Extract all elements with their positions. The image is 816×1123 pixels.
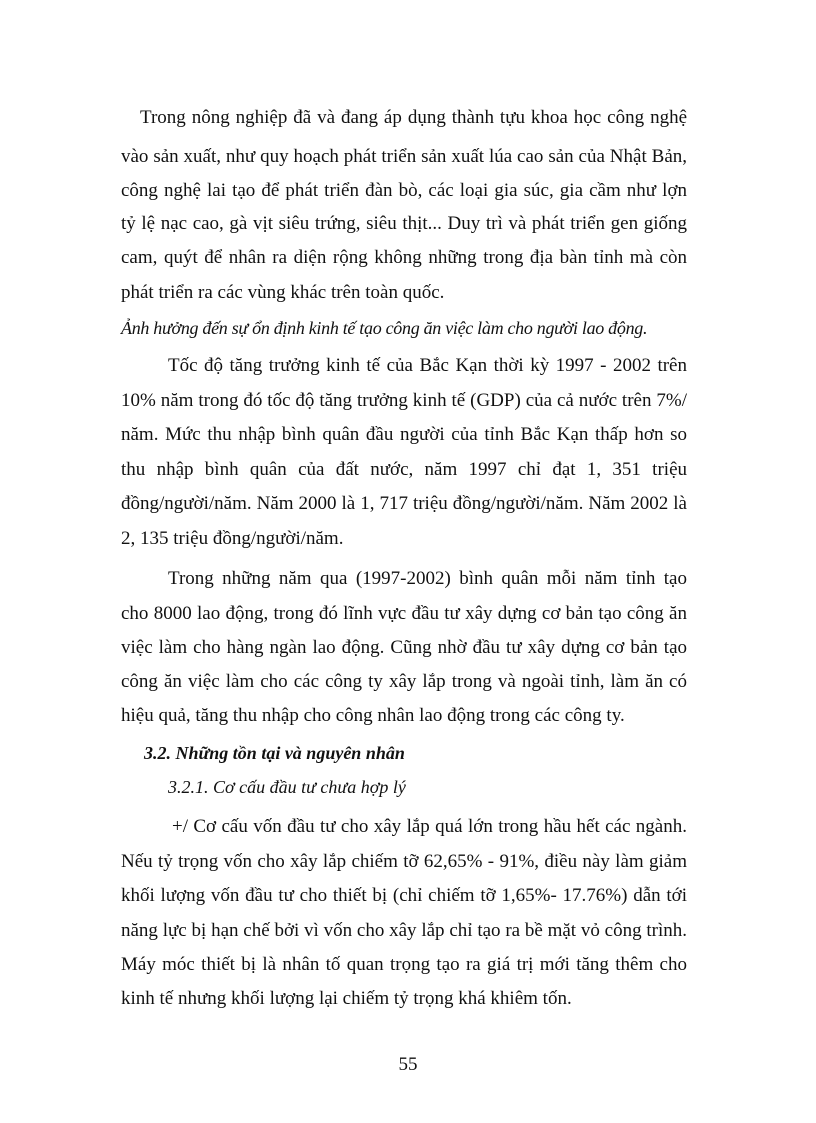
text-line: phát triển ra các vùng khác trên toàn quốc. bbox=[121, 282, 445, 303]
text-line: thu nhập bình quân của đất nước, năm 1997 chỉ đạt 1, 351 triệu bbox=[121, 459, 687, 480]
text-line: 10% năm trong đó tốc độ tăng trưởng kinh tế (GDP) của cả nước trên 7%/ bbox=[121, 390, 687, 411]
text-line: Tốc độ tăng trưởng kinh tế của Bắc Kạn thời kỳ 1997 - 2002 trên bbox=[168, 355, 687, 376]
text-line: vào sản xuất, như quy hoạch phát triển sản xuất lúa cao sản của Nhật Bản, bbox=[121, 146, 687, 167]
text-line: công ăn việc làm cho các công ty xây lắp trong và ngoài tỉnh, làm ăn có bbox=[121, 671, 687, 692]
text-line: việc làm cho hàng ngàn lao động. Cũng nhờ đầu tư xây dựng cơ bản tạo bbox=[121, 637, 687, 658]
italic-heading: Ảnh hưởng đến sự ổn định kinh tế tạo công ăn việc làm cho người lao động. bbox=[121, 318, 648, 338]
text-line: Trong nông nghiệp đã và đang áp dụng thành tựu khoa học công nghệ bbox=[140, 107, 687, 128]
text-line: 2, 135 triệu đồng/người/năm. bbox=[121, 528, 344, 549]
text-line: Trong những năm qua (1997-2002) bình quân mỗi năm tỉnh tạo bbox=[168, 568, 687, 589]
subsection-heading: 3.2.1. Cơ cấu đầu tư chưa hợp lý bbox=[168, 777, 406, 797]
section-heading: 3.2. Những tồn tại và nguyên nhân bbox=[144, 743, 405, 763]
text-line: khối lượng vốn đầu tư cho thiết bị (chỉ chiếm tỡ 1,65%- 17.76%) dẫn tới bbox=[121, 885, 687, 906]
text-line: công nghệ lai tạo để phát triển đàn bò, các loại gia súc, gia cầm như lợn bbox=[121, 180, 687, 201]
text-line: cho 8000 lao động, trong đó lĩnh vực đầu tư xây dựng cơ bản tạo công ăn bbox=[121, 603, 687, 624]
text-line: Máy móc thiết bị là nhân tố quan trọng tạo ra giá trị mới tăng thêm cho bbox=[121, 954, 687, 975]
text-line: +/ Cơ cấu vốn đầu tư cho xây lắp quá lớn trong hầu hết các ngành. bbox=[172, 816, 687, 837]
text-line: tỷ lệ nạc cao, gà vịt siêu trứng, siêu thịt... Duy trì và phát triển gen giống bbox=[121, 213, 687, 234]
text-line: đồng/người/năm. Năm 2000 là 1, 717 triệu đồng/người/năm. Năm 2002 là bbox=[121, 493, 687, 514]
text-line: năng lực bị hạn chế bởi vì vốn cho xây lắp chỉ tạo ra bề mặt vỏ công trình. bbox=[121, 920, 687, 941]
text-line: hiệu quả, tăng thu nhập cho công nhân lao động trong các công ty. bbox=[121, 705, 625, 726]
page-number: 55 bbox=[398, 1054, 418, 1075]
text-line: năm. Mức thu nhập bình quân đầu người của tỉnh Bắc Kạn thấp hơn so bbox=[121, 424, 687, 445]
text-line: Nếu tỷ trọng vốn cho xây lắp chiếm tỡ 62,65% - 91%, điều này làm giảm bbox=[121, 851, 687, 872]
text-line: kinh tế nhưng khối lượng lại chiếm tỷ trọng khá khiêm tốn. bbox=[121, 988, 572, 1009]
text-line: cam, quýt để nhân ra diện rộng không những trong địa bàn tỉnh mà còn bbox=[121, 247, 687, 268]
